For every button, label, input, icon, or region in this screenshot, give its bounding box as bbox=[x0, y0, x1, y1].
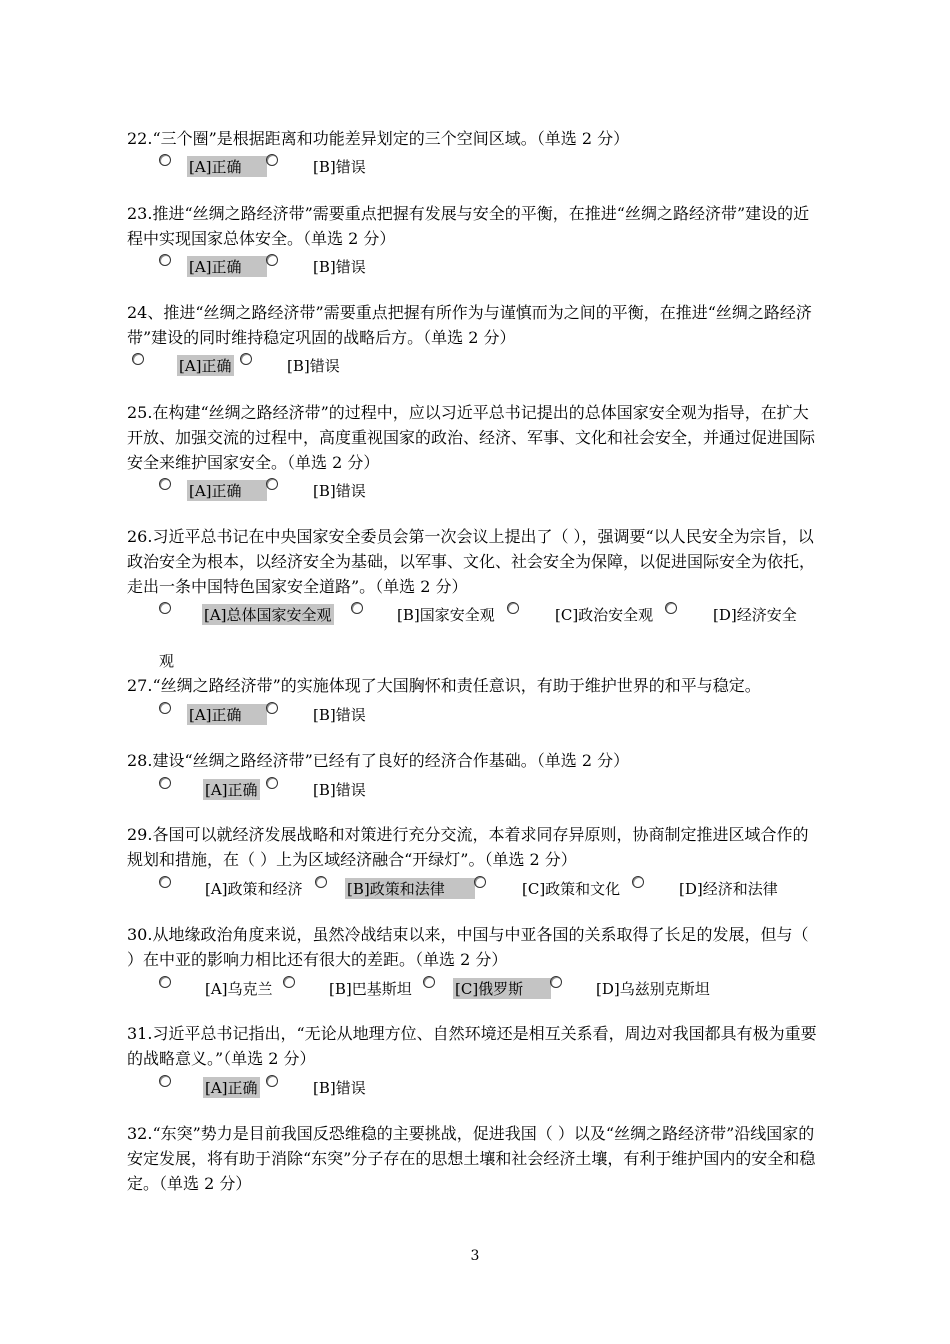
option-a-radio[interactable] bbox=[132, 353, 144, 365]
option-b-radio[interactable] bbox=[266, 777, 278, 789]
option-b-label[interactable]: [B]错误 bbox=[313, 1079, 366, 1097]
option-b-radio[interactable] bbox=[266, 254, 278, 266]
question-25-options bbox=[127, 478, 847, 504]
question-29-text: 29.各国可以就经济发展战略和对策进行充分交流，本着求同存异原则，协商制定推进区域合作的规划和措施，在（ ）上为区域经济融合“开绿灯”。（单选 2 分） bbox=[127, 825, 809, 869]
option-c-label[interactable]: [C]政策和文化 bbox=[522, 880, 621, 898]
option-b-label[interactable]: [B]错误 bbox=[313, 158, 366, 176]
option-a-label[interactable]: [A]正确 bbox=[187, 480, 267, 501]
option-a-label[interactable]: [A]正确 bbox=[205, 1079, 258, 1097]
question-32-text: 32.“东突”势力是目前我国反恐维稳的主要挑战，促进我国（ ）以及“丝绸之路经济带”沿线国家的安定发展，将有助于消除“东突”分子存在的思想土壤和社会经济土壤，有利于维护国内的安全和稳定。（单选 2 分） bbox=[127, 1124, 816, 1193]
option-c-radio[interactable] bbox=[423, 976, 435, 988]
option-a-radio[interactable] bbox=[159, 777, 171, 789]
option-a-label[interactable]: [A]正确 bbox=[187, 704, 267, 725]
option-b-radio[interactable] bbox=[266, 1075, 278, 1087]
option-b-radio[interactable] bbox=[283, 976, 295, 988]
option-b-radio[interactable] bbox=[266, 702, 278, 714]
question-25-text: 25.在构建“丝绸之路经济带”的过程中，应以习近平总书记提出的总体国家安全观为指导，在扩大开放、加强交流的过程中，高度重视国家的政治、经济、军事、文化和社会安全，并通过促进国际安全来维护国家安全。（单选 2 分） bbox=[127, 403, 816, 472]
option-a-radio[interactable] bbox=[159, 702, 171, 714]
option-b-label[interactable]: [B]错误 bbox=[287, 357, 340, 375]
question-27-text: 27.“丝绸之路经济带”的实施体现了大国胸怀和责任意识，有助于维护世界的和平与稳定。 bbox=[127, 676, 761, 695]
question-28-text: 28.建设“丝绸之路经济带”已经有了良好的经济合作基础。（单选 2 分） bbox=[127, 751, 630, 770]
option-a-label[interactable]: [A]乌克兰 bbox=[205, 980, 273, 998]
option-a-radio[interactable] bbox=[159, 976, 171, 988]
option-b-label[interactable]: [B]错误 bbox=[313, 781, 366, 799]
option-b-label[interactable]: [B]错误 bbox=[313, 482, 366, 500]
option-b-label[interactable]: [B]错误 bbox=[313, 706, 366, 724]
question-30-options bbox=[127, 976, 847, 1002]
question-31-text: 31.习近平总书记指出，“无论从地理方位、自然环境还是相互关系看，周边对我国都具有极为重要的战略意义。”（单选 2 分） bbox=[127, 1024, 817, 1068]
option-a-radio[interactable] bbox=[159, 254, 171, 266]
question-27-options bbox=[127, 702, 847, 728]
option-b-radio[interactable] bbox=[266, 154, 278, 166]
question-24-options bbox=[127, 353, 847, 379]
question-30-text: 30.从地缘政治角度来说，虽然冷战结束以来，中国与中亚各国的关系取得了长足的发展，但与（ ）在中亚的影响力相比还有很大的差距。（单选 2 分） bbox=[127, 925, 809, 969]
option-c-radio[interactable] bbox=[474, 876, 486, 888]
option-a-radio[interactable] bbox=[159, 1075, 171, 1087]
question-28-options bbox=[127, 777, 847, 803]
question-26-text: 26.习近平总书记在中央国家安全委员会第一次会议上提出了（ ），强调要“以人民安全为宗旨，以政治安全为根本，以经济安全为基础，以军事、文化、社会安全为保障，以促进国际安全为依托，走出一条中国特色国家安全道路”。（单选 2 分） bbox=[127, 527, 816, 596]
question-22-text: 22.“三个圈”是根据距离和功能差异划定的三个空间区域。（单选 2 分） bbox=[127, 129, 630, 148]
option-b-radio[interactable] bbox=[266, 478, 278, 490]
option-c-label[interactable]: [C]俄罗斯 bbox=[453, 978, 551, 999]
option-a-radio[interactable] bbox=[159, 478, 171, 490]
option-a-label[interactable]: [A]正确 bbox=[205, 781, 258, 799]
question-22-options bbox=[127, 154, 847, 180]
question-23-text: 23.推进“丝绸之路经济带”需要重点把握有发展与安全的平衡，在推进“丝绸之路经济带”建设的近程中实现国家总体安全。（单选 2 分） bbox=[127, 204, 810, 248]
option-a-radio[interactable] bbox=[159, 876, 171, 888]
question-29-options bbox=[127, 876, 847, 902]
option-d-label[interactable]: [D]经济安全 bbox=[713, 606, 797, 624]
option-c-radio[interactable] bbox=[507, 602, 519, 614]
option-b-label[interactable]: [B]错误 bbox=[313, 258, 366, 276]
option-b-label[interactable]: [B]国家安全观 bbox=[397, 606, 495, 624]
option-b-radio[interactable] bbox=[351, 602, 363, 614]
option-a-radio[interactable] bbox=[159, 602, 171, 614]
option-a-label[interactable]: [A]政策和经济 bbox=[205, 880, 303, 898]
option-a-radio[interactable] bbox=[159, 154, 171, 166]
question-31-options bbox=[127, 1075, 847, 1101]
question-26-options bbox=[127, 602, 847, 670]
option-b-label[interactable]: [B]政策和法律 bbox=[345, 878, 475, 899]
option-a-label[interactable]: [A]正确 bbox=[187, 156, 267, 177]
option-d-radio[interactable] bbox=[550, 976, 562, 988]
question-23-options bbox=[127, 254, 847, 280]
option-d-radio[interactable] bbox=[665, 602, 677, 614]
option-a-label[interactable]: [A]正确 bbox=[187, 256, 267, 277]
option-d-label-overflow: 观 bbox=[159, 652, 175, 670]
option-a-label[interactable]: [A]正确 bbox=[179, 357, 232, 375]
option-b-radio[interactable] bbox=[315, 876, 327, 888]
question-24-text: 24、推进“丝绸之路经济带”需要重点把握有所作为与谨慎而为之间的平衡，在推进“丝绸之路经济带”建设的同时维持稳定巩固的战略后方。（单选 2 分） bbox=[127, 303, 812, 347]
page-number: 3 bbox=[470, 1248, 480, 1264]
option-d-radio[interactable] bbox=[632, 876, 644, 888]
option-d-label[interactable]: [D]乌兹别克斯坦 bbox=[596, 980, 710, 998]
option-d-label[interactable]: [D]经济和法律 bbox=[679, 880, 778, 898]
option-a-label[interactable]: [A]总体国家安全观 bbox=[204, 606, 332, 624]
option-c-label[interactable]: [C]政治安全观 bbox=[555, 606, 654, 624]
option-b-label[interactable]: [B]巴基斯坦 bbox=[329, 980, 412, 998]
option-b-radio[interactable] bbox=[240, 353, 252, 365]
